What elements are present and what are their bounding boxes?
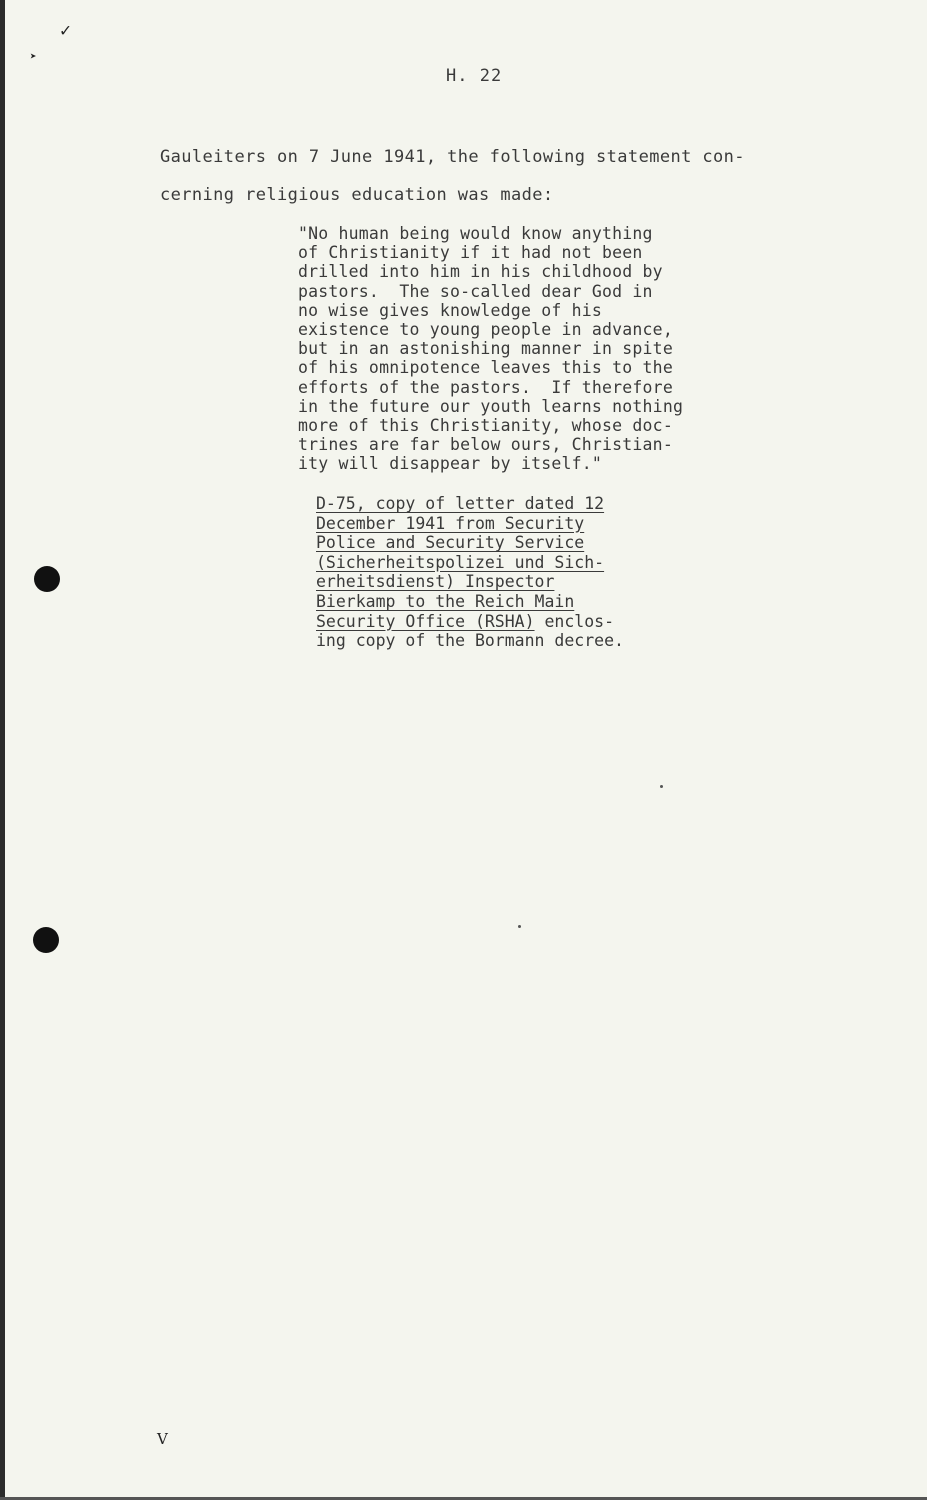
- quote-line: trines are far below ours, Christian-: [298, 435, 673, 455]
- page-number: H. 22: [446, 66, 503, 86]
- quote-line: ity will disappear by itself.": [298, 454, 603, 474]
- citation-line: (Sicherheitspolizei und Sich-: [316, 552, 605, 572]
- arrow-mark-icon: ➤: [30, 50, 37, 63]
- quote-line: but in an astonishing manner in spite: [298, 339, 673, 359]
- punch-hole-lower: [33, 927, 59, 953]
- quotation-block: [298, 224, 683, 474]
- quote-line: no wise gives knowledge of his: [298, 300, 603, 320]
- quote-line: pastors. The so-called dear God in: [298, 281, 653, 301]
- quote-line: more of this Christianity, whose doc-: [298, 416, 673, 436]
- citation-line: D-75, copy of letter dated 12: [316, 494, 605, 513]
- footer-mark: V: [157, 1430, 168, 1448]
- citation-block: [316, 494, 624, 651]
- quote-line: of his omnipotence leaves this to the: [298, 358, 673, 378]
- scan-speck: [518, 925, 521, 928]
- quote-line: drilled into him in his childhood by: [298, 262, 663, 282]
- check-mark-icon: ✓: [60, 20, 71, 41]
- quote-line: of Christianity if it had not been: [298, 243, 643, 263]
- quote-line: in the future our youth learns nothing: [298, 396, 684, 416]
- quote-line: efforts of the pastors. If therefore: [298, 377, 673, 397]
- citation-line: Police and Security Service: [316, 533, 585, 553]
- citation-line: Security Office (RSHA): [316, 611, 535, 631]
- body-line-2: cerning religious education was made:: [160, 185, 554, 205]
- quote-line: "No human being would know anything: [298, 224, 653, 243]
- body-line-1: Gauleiters on 7 June 1941, the following statement con-: [160, 147, 745, 167]
- citation-final-line: ing copy of the Bormann decree.: [316, 631, 624, 651]
- citation-line: December 1941 from Security: [316, 513, 585, 533]
- scan-speck: [660, 785, 663, 788]
- punch-hole-upper: [34, 566, 60, 592]
- quote-line: existence to young people in advance,: [298, 320, 673, 340]
- citation-line: Bierkamp to the Reich Main: [316, 591, 575, 611]
- citation-line: erheitsdienst) Inspector: [316, 572, 555, 592]
- scan-left-edge: [0, 0, 5, 1500]
- citation-line-tail: enclos-: [534, 611, 615, 631]
